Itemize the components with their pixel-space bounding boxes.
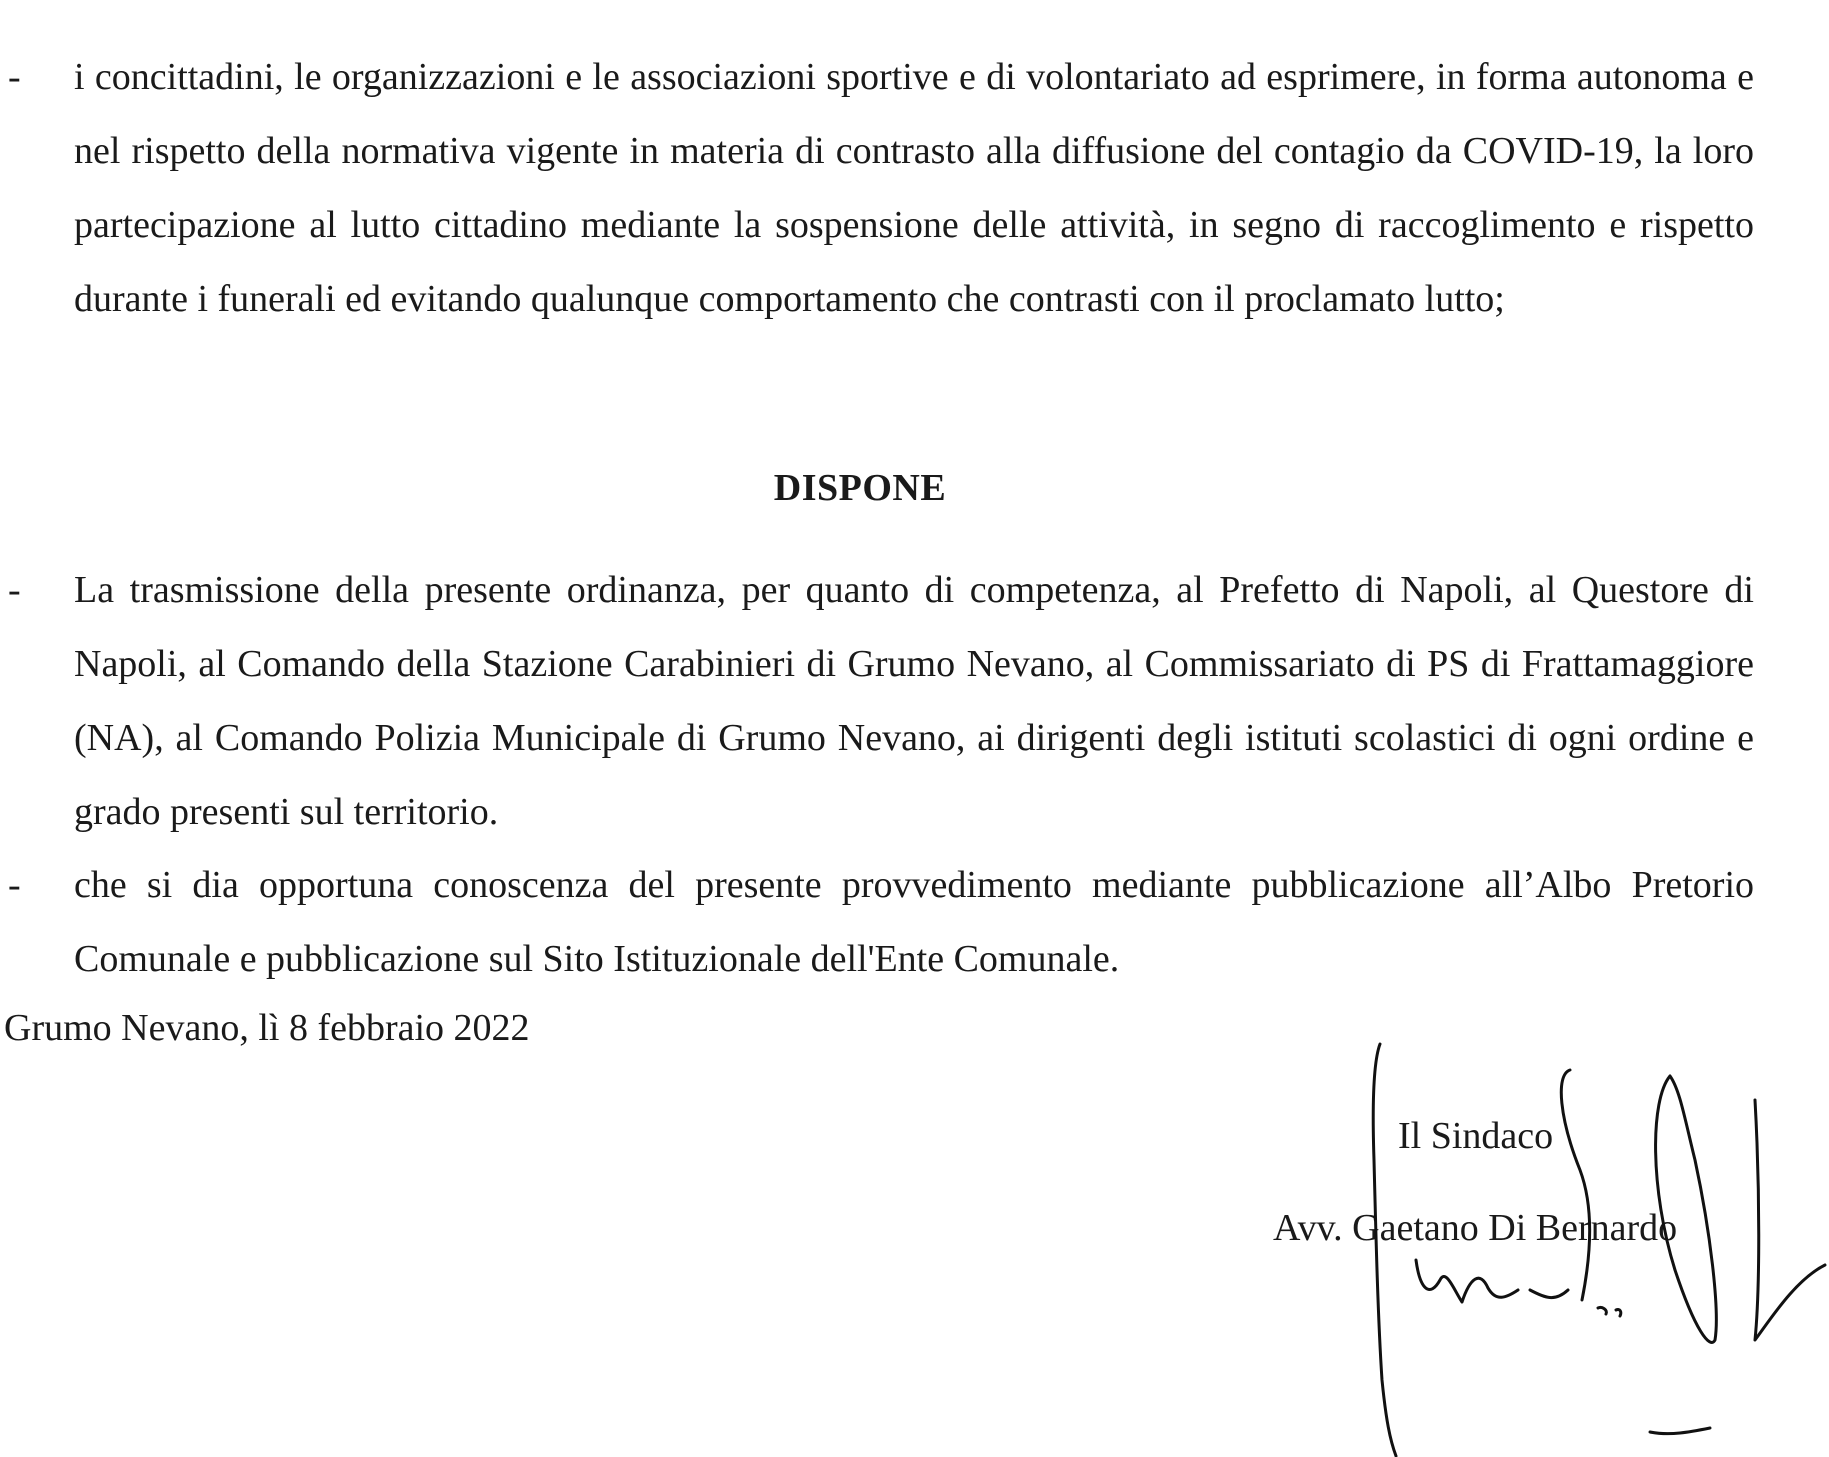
signatory-title: Il Sindaco [1398, 1115, 1554, 1157]
handwritten-signature [1350, 1040, 1829, 1457]
bullet-dash: - [8, 56, 21, 98]
bullet-dash: - [8, 864, 21, 906]
section-heading-dispone: DISPONE [773, 467, 947, 509]
paragraph-citizens: i concittadini, le organizzazioni e le associazioni sportive e di volontariato ad esprimere, in forma autonoma e nel rispetto della normativa vigente in materia di contrasto alla diffusione del contagio da COVID-19, la loro partecipazione al lutto cittadino mediante la sospensione delle attività, in segno di raccoglimento e rispetto durante i funerali ed evitando qualunque comportamento che contrasti con il proclamato lutto; [74, 56, 1754, 320]
paragraph-transmission: La trasmissione della presente ordinanza, per quanto di competenza, al Prefetto di Napoli, al Questore di Napoli, al Comando della Stazione Carabinieri di Grumo Nevano, al Commissariato di PS di Frattamaggiore (NA), al Comando Polizia Municipale di Grumo Nevano, ai dirigenti degli istituti scolastici di ogni ordine e grado presenti sul territorio. [74, 569, 1754, 833]
signatory-name: Avv. Gaetano Di Bernardo [1273, 1207, 1678, 1249]
bullet-dash: - [8, 569, 21, 611]
place-date-line: Grumo Nevano, lì 8 febbraio 2022 [4, 1007, 530, 1049]
paragraph-publication: che si dia opportuna conoscenza del presente provvedimento mediante pubblicazione all’Albo Pretorio Comunale e pubblicazione sul Sito Istituzionale dell'Ente Comunale. [74, 864, 1754, 980]
